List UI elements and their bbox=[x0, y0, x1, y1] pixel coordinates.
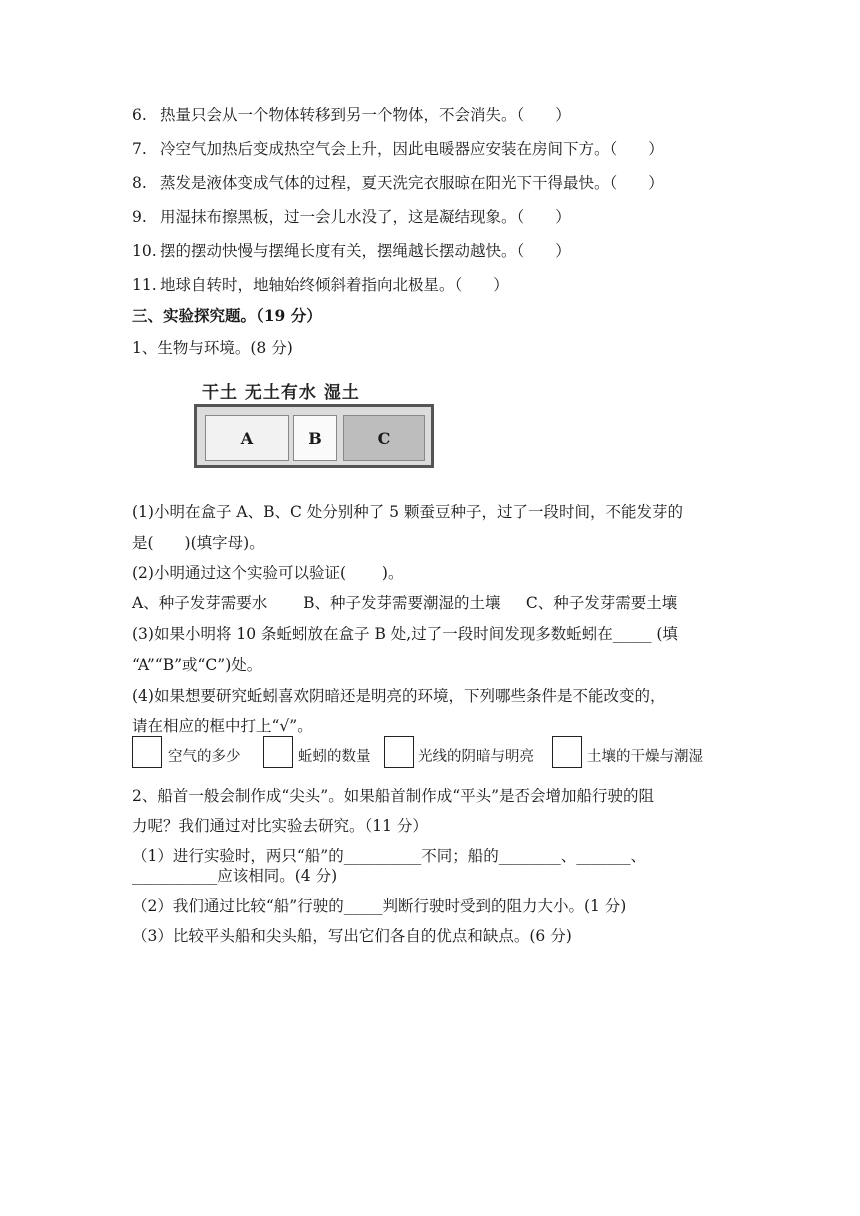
q1-part4-line1: (4)如果想要研究蚯蚓喜欢阴暗还是明亮的环境，下列哪些条件是不能改变的， bbox=[132, 687, 666, 705]
checkbox-label: 土壤的干燥与潮湿 bbox=[587, 749, 703, 765]
checkbox-label: 光线的阴暗与明亮 bbox=[418, 749, 534, 765]
q1-part4-line2: 请在相应的框中打上“√”。 bbox=[132, 717, 313, 735]
item-number: 8. bbox=[132, 174, 147, 192]
compartment-b: B bbox=[293, 415, 337, 461]
tf-item-10 bbox=[132, 241, 571, 261]
checkbox-label: 蚯蚓的数量 bbox=[298, 749, 371, 765]
q2-part1-line1: （1）进行实验时，两只“船”的__________不同；船的________、_______、 bbox=[132, 847, 646, 865]
q1-part3-line1: (3)如果小明将 10 条蚯蚓放在盒子 B 处,过了一段时间发现多数蚯蚓在_____ (填 bbox=[132, 625, 678, 643]
tf-item-11 bbox=[132, 275, 509, 295]
tray bbox=[194, 404, 434, 468]
item-number: 11. bbox=[132, 276, 157, 294]
tf-item-7 bbox=[132, 139, 664, 159]
q1-part2: (2)小明通过这个实验可以验证( )。 bbox=[132, 564, 404, 582]
item-text: 地球自转时，地轴始终倾斜着指向北极星。（ ） bbox=[160, 276, 509, 294]
figure-caption: 干土 无土有水 湿土 bbox=[202, 383, 360, 403]
checkbox-light[interactable] bbox=[384, 736, 414, 768]
question-1-title: 1、生物与环境。(8 分) bbox=[132, 339, 293, 357]
item-number: 6. bbox=[132, 106, 147, 124]
soil-tray-figure bbox=[182, 370, 444, 474]
section-title: 三、实验探究题。（19 分） bbox=[132, 306, 322, 325]
q1-part1-line1: (1)小明在盒子 A、B、C 处分别种了 5 颗蚕豆种子，过了一段时间，不能发芽的 bbox=[132, 503, 683, 521]
item-text: 热量只会从一个物体转移到另一个物体，不会消失。（ ） bbox=[160, 106, 571, 124]
checkbox-earthworm-count[interactable] bbox=[263, 736, 293, 768]
q2-part2: （2）我们通过比较“船”行驶的_____判断行驶时受到的阻力大小。(1 分) bbox=[132, 897, 627, 915]
q1-part3-line2: “A”“B”或“C”)处。 bbox=[132, 656, 263, 674]
q2-intro-line1: 2、船首一般会制作成“尖头”。如果船首制作成“平头”是否会增加船行驶的阻 bbox=[132, 787, 655, 805]
q2-part3: （3）比较平头船和尖头船，写出它们各自的优点和缺点。(6 分) bbox=[132, 927, 572, 945]
q1-options: A、种子发芽需要水 B、种子发芽需要潮湿的土壤 C、种子发芽需要土壤 bbox=[132, 594, 678, 612]
item-text: 冷空气加热后变成热空气会上升，因此电暖器应安装在房间下方。（ ） bbox=[160, 140, 664, 158]
compartment-c: C bbox=[343, 415, 425, 461]
q2-part1-line2: ___________应该相同。(4 分) bbox=[132, 867, 338, 885]
compartment-a: A bbox=[205, 415, 289, 461]
item-text: 摆的摆动快慢与摆绳长度有关，摆绳越长摆动越快。（ ） bbox=[160, 242, 571, 260]
q1-part1-line2: 是( )(填字母)。 bbox=[132, 534, 265, 552]
item-number: 9. bbox=[132, 208, 147, 226]
tf-item-6 bbox=[132, 105, 571, 125]
checkbox-label: 空气的多少 bbox=[168, 749, 241, 765]
tf-item-8 bbox=[132, 173, 664, 193]
q2-intro-line2: 力呢？我们通过对比实验去研究。（11 分） bbox=[132, 817, 428, 835]
checkbox-soil-moisture[interactable] bbox=[552, 736, 582, 768]
item-number: 10. bbox=[132, 242, 157, 260]
tf-item-9 bbox=[132, 207, 571, 227]
checkbox-air-amount[interactable] bbox=[132, 736, 162, 768]
item-number: 7. bbox=[132, 140, 147, 158]
item-text: 蒸发是液体变成气体的过程，夏天洗完衣服晾在阳光下干得最快。（ ） bbox=[160, 174, 664, 192]
item-text: 用湿抹布擦黑板，过一会儿水没了，这是凝结现象。（ ） bbox=[160, 208, 571, 226]
